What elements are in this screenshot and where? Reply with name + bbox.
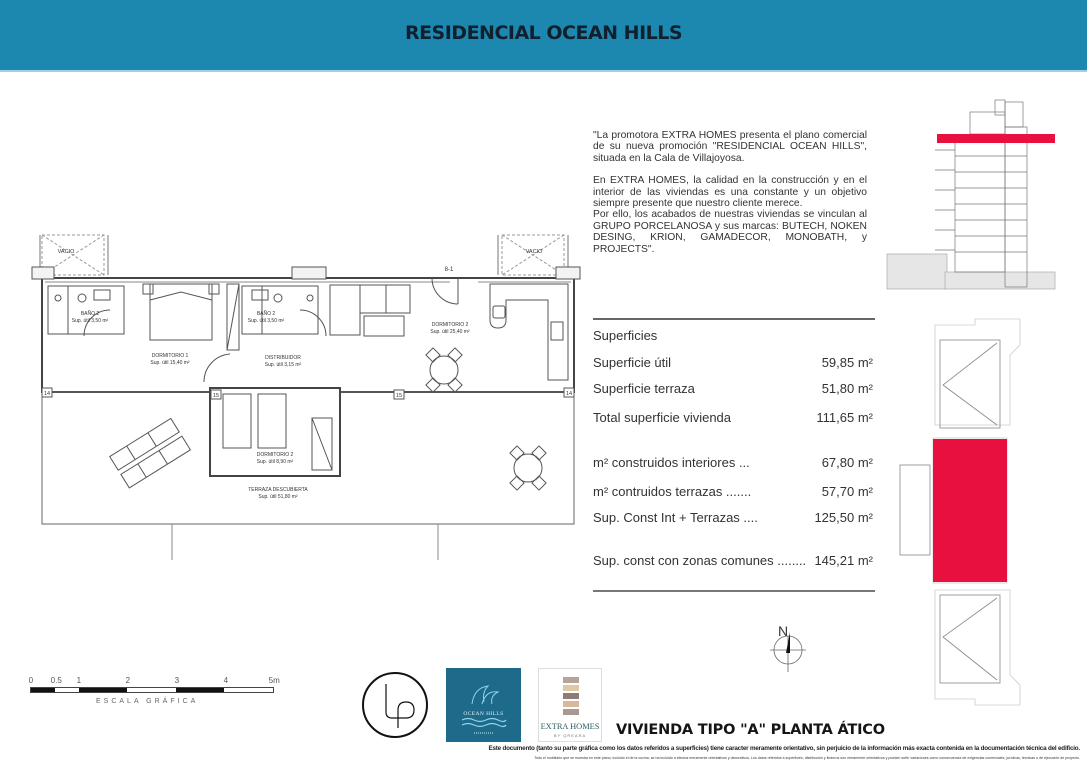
room-area: Sup. útil 3,50 m²	[71, 318, 109, 324]
lp-logo	[362, 672, 428, 738]
room-name: DORMITORIO 1	[151, 353, 189, 359]
wave-icon	[446, 668, 521, 742]
area-row	[593, 355, 873, 370]
room-area: Sup. útil 3,15 m²	[264, 362, 302, 368]
area-row	[593, 410, 873, 425]
room-name: BAÑO 2	[256, 311, 276, 317]
area-label: m² contruidos terrazas .......	[593, 484, 752, 499]
marker-label: 15	[212, 393, 220, 399]
area-value: 51,80 m²	[821, 381, 873, 396]
room-area: Sup. útil 3,50 m²	[247, 318, 285, 324]
floor-highlight	[937, 134, 1055, 143]
area-label: Sup. Const Int + Terrazas ....	[593, 510, 758, 525]
area-row	[593, 484, 873, 499]
ocean-hills-logo-text: OCEAN HILLS	[463, 711, 504, 717]
room-area: Sup. útil 25,40 m²	[430, 329, 470, 335]
scale-tick: 2	[125, 676, 131, 685]
scale-bar	[26, 676, 286, 716]
scale-tick: 4	[223, 676, 229, 685]
disclaimer-line-1: Este documento (tanto su parte gráfica como los datos referidos a superficies) tiene caracter meramente orientativo, sin perjuicio de la información más exacta contenida en la documentación técnica del edificio.	[488, 745, 1080, 752]
area-value: 111,65 m²	[816, 410, 873, 425]
room-name: DORMITORIO 2	[256, 452, 294, 458]
lp-logo-icon	[364, 674, 426, 736]
room-area: Sup. útil 15,40 m²	[150, 360, 190, 366]
site-plan	[895, 315, 1045, 710]
scale-tick: 5m	[268, 676, 280, 685]
area-label: Sup. const con zonas comunes ........	[593, 553, 807, 568]
room-name: TERRAZA DESCUBIERTA	[248, 487, 308, 493]
disclaimer-line-2: Todo el mobiliario que se muestra en este plano, incluido el de la cocina, se ha incluido a efectos meramente orientativos y decorativos. Los datos referidos a superficies, distribución y linderos son meramente orientativos y pueden sufrir variaciones como consecuencia de exigencias comerciales, jurídicas, técnicas o de ejecución de proyecto.	[534, 756, 1080, 760]
area-label: Superficie útil	[593, 355, 672, 370]
area-row	[593, 510, 873, 525]
building-elevation	[885, 92, 1070, 297]
marker-label: 14	[43, 391, 51, 397]
scale-tick: 1	[76, 676, 82, 685]
area-value: 125,50 m²	[814, 510, 873, 525]
intro-text	[593, 130, 867, 255]
extra-homes-stripes-icon	[539, 669, 603, 721]
page-title: RESIDENCIAL OCEAN HILLS	[404, 22, 683, 44]
room-name: DORMITORIO 2	[431, 322, 469, 328]
floor-plan	[20, 230, 590, 570]
marker-label: 14	[565, 391, 573, 397]
area-value: 59,85 m²	[821, 355, 873, 370]
area-row	[593, 455, 873, 470]
areas-heading	[593, 328, 873, 343]
ocean-hills-logo	[446, 668, 521, 742]
extra-homes-logo-text: EXTRA HOMES	[540, 722, 600, 731]
divider	[593, 318, 875, 320]
extra-homes-logo	[538, 668, 602, 742]
area-value: 57,70 m²	[821, 484, 873, 499]
void-label: VACIO	[57, 249, 75, 255]
area-label: m² construidos interiores ...	[593, 455, 750, 470]
area-value: 145,21 m²	[814, 553, 873, 568]
area-row	[593, 381, 873, 396]
entrance-label: 8-1	[444, 267, 454, 273]
intro-paragraph: "La promotora EXTRA HOMES presenta el plano comercial de su nueva promoción "RESIDENCIAL OCEAN HILLS", situada en la Cala de Villajoyosa.	[593, 130, 867, 164]
room-area: Sup. útil 8,90 m²	[256, 459, 294, 465]
compass-north-label: N	[778, 623, 789, 639]
scale-ticks	[26, 676, 286, 686]
intro-paragraph: En EXTRA HOMES, la calidad en la construcción y en el interior de las viviendas es una constante y un objetivo siempre presente que nuestro cliente merece.	[593, 175, 867, 210]
plan-title: VIVIENDA TIPO "A" PLANTA ÁTICO	[616, 722, 885, 738]
area-value: 67,80 m²	[821, 455, 873, 470]
header-banner	[0, 0, 1087, 72]
divider	[593, 590, 875, 592]
extra-homes-logo-subtext: BY QREARA	[553, 733, 587, 738]
scale-label: ESCALA GRÁFICA	[96, 698, 199, 705]
marker-label: 15	[395, 393, 403, 399]
scale-tick: 0.5	[50, 676, 62, 685]
room-name: BAÑO 2	[80, 311, 100, 317]
scale-tick: 0	[28, 676, 34, 685]
void-label: VACIO	[525, 249, 543, 255]
areas-heading-label: Superficies	[593, 328, 658, 343]
void-right	[502, 235, 564, 275]
room-name: DISTRIBUIDOR	[265, 355, 301, 361]
intro-paragraph: Por ello, los acabados de nuestras viviendas se vinculan al GRUPO PORCELANOSA y sus marcas: BUTECH, NOKEN DESING, KRION, GAMADECOR, MONOBATH, y PROJECTS".	[593, 209, 867, 255]
area-row	[593, 553, 873, 568]
area-label: Superficie terraza	[593, 381, 695, 396]
scale-bar-graphic	[30, 687, 274, 693]
compass-icon	[764, 622, 814, 684]
area-label: Total superficie vivienda	[593, 410, 732, 425]
scale-tick: 3	[174, 676, 180, 685]
unit-highlight	[933, 439, 1007, 582]
room-area: Sup. útil 51,80 m²	[258, 494, 298, 500]
